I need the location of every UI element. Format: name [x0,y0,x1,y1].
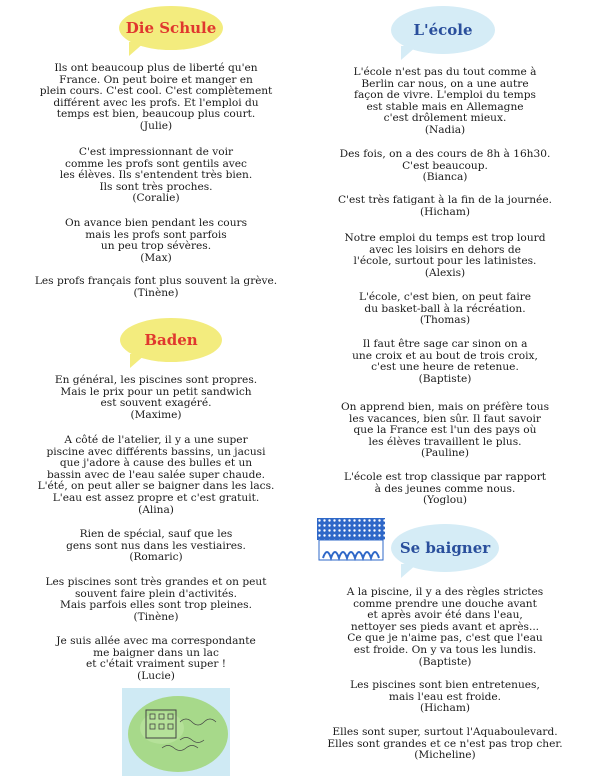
schule-entry-4 [26,276,286,299]
ecole-entry-8 [315,472,575,507]
se-baigner-title: Se baigner [399,539,491,557]
entry-text: Des fois, on a des cours de 8h à 16h30. C'est beaucoup. [339,148,551,172]
ecole-entry-7 [315,402,575,460]
bubble-tail [130,354,146,368]
entry-text: Ils ont beaucoup plus de liberté qu'en France. On peut boire et manger en plein cours. C'est cool. C'est complètement différent avec les profs. Et l'emploi du temps est bien, beaucoup plus court. [39,62,273,121]
entry-text: A côté de l'atelier, il y a une super piscine avec différents bassins, un jacusi que j'adore à cause des bulles et un bassin avec de l'eau salée super chaude. L'été, on peut aller se baigner dans les lacs. L'eau est assez propre et c'est gratuit. [37,434,275,504]
entry-text: C'est très fatigant à la fin de la journée. [338,194,552,206]
bubble-tail [401,564,417,578]
entry-author: (Tinène) [133,610,179,623]
entry-text: Les piscines sont très grandes et on peut souvent faire plein d'activités. Mais parfois elles sont trop pleines. [45,576,267,612]
se-baigner-heading [391,524,499,572]
entry-author: (Yoglou) [422,494,468,507]
entry-author: (Max) [140,251,172,264]
entry-text: On apprend bien, mais on préfère tous les vacances, bien sûr. Il faut savoir que la France est l'un des pays où les élèves travaillent le plus. [340,401,550,448]
entry-text: On avance bien pendant les cours mais les profs sont parfois un peu trop sévères. [64,217,248,253]
ecole-entry-4 [315,233,575,279]
ecole-entry-6 [315,339,575,385]
baden-entry-5 [26,636,286,682]
entry-text: Je suis allée avec ma correspondante me baigner dans un lac et c'était vraiment super ! [56,635,256,671]
ecole-entry-5 [315,292,575,327]
entry-text: L'école, c'est bien, on peut faire du basket-ball à la récréation. [358,291,532,315]
entry-text: Notre emploi du temps est trop lourd avec les loisirs en dehors de l'école, surtout pour les latinistes. [344,232,546,268]
swimmers-drawing [317,518,385,562]
entry-text: L'école n'est pas du tout comme à Berlin car nous, on a une autre façon de vivre. L'emploi du temps est stable mais en Allemagne c'est drôlement mieux. [353,66,537,125]
baden-entry-2 [26,435,286,516]
entry-text: Elles sont super, surtout l'Aquaboulevard. Elles sont grandes et ce n'est pas trop cher. [327,726,563,750]
baigner-entry-1 [315,587,575,668]
entry-text: En général, les piscines sont propres. Mais le prix pour un petit sandwich est souvent exagéré. [54,374,258,410]
baigner-entry-2 [315,680,575,715]
entry-author: (Coralie) [132,192,180,205]
entry-author: (Baptiste) [418,655,472,668]
bubble-tail [401,46,417,60]
baigner-entry-3 [315,727,575,762]
entry-text: C'est impressionnant de voir comme les profs sont gentils avec les élèves. Ils s'entendent très bien. Ils sont très proches. [59,146,253,193]
entry-text: L'école est trop classique par rapport à des jeunes comme nous. [343,471,547,495]
entry-text: Les piscines sont bien entretenues, mais l'eau est froide. [350,679,540,703]
baden-entry-1 [26,375,286,421]
ecole-entry-2 [315,149,575,184]
entry-author: (Pauline) [421,447,469,460]
baden-title: Baden [144,331,198,349]
entry-author: (Alexis) [424,266,466,279]
entry-text: A la piscine, il y a des règles strictes comme prendre une douche avant et après avoir été dans l'eau, nettoyer ses pieds avant et après... Ce que je n'aime pas, c'est que l'eau est froide. On y va tous les lundis. [346,586,544,656]
ecole-entry-3 [315,195,575,218]
entry-author: (Bianca) [422,171,468,184]
entry-author: (Lucie) [137,669,175,682]
entry-author: (Nadia) [424,123,466,136]
baden-heading [120,318,222,362]
baden-entry-3 [26,529,286,564]
lake-drawing [122,688,230,776]
schule-entry-3 [26,218,286,264]
ecole-heading [391,6,495,54]
entry-author: (Hicham) [419,702,470,715]
baden-entry-4 [26,577,286,623]
entry-author: (Baptiste) [418,372,472,385]
ecole-title: L'école [413,21,473,39]
entry-text: Il faut être sage car sinon on a une croix et au bout de trois croix, c'est une heure de retenue. [352,338,538,374]
schule-entry-2 [26,147,286,205]
ecole-entry-1 [315,67,575,137]
entry-text: Rien de spécial, sauf que les gens sont nus dans les vestiaires. [66,528,246,552]
die-schule-title: Die Schule [125,19,217,37]
bubble-tail [129,42,145,56]
entry-author: (Maxime) [130,408,182,421]
entry-author: (Hicham) [419,205,470,218]
schule-entry-1 [26,63,286,133]
entry-author: (Thomas) [419,314,471,327]
entry-author: (Tinène) [133,286,179,299]
entry-author: (Micheline) [414,749,476,762]
entry-text: Les profs français font plus souvent la grève. [34,275,278,287]
entry-author: (Romaric) [129,551,183,564]
entry-author: (Julie) [139,119,173,132]
die-schule-heading [119,6,223,50]
entry-author: (Alina) [138,503,174,516]
